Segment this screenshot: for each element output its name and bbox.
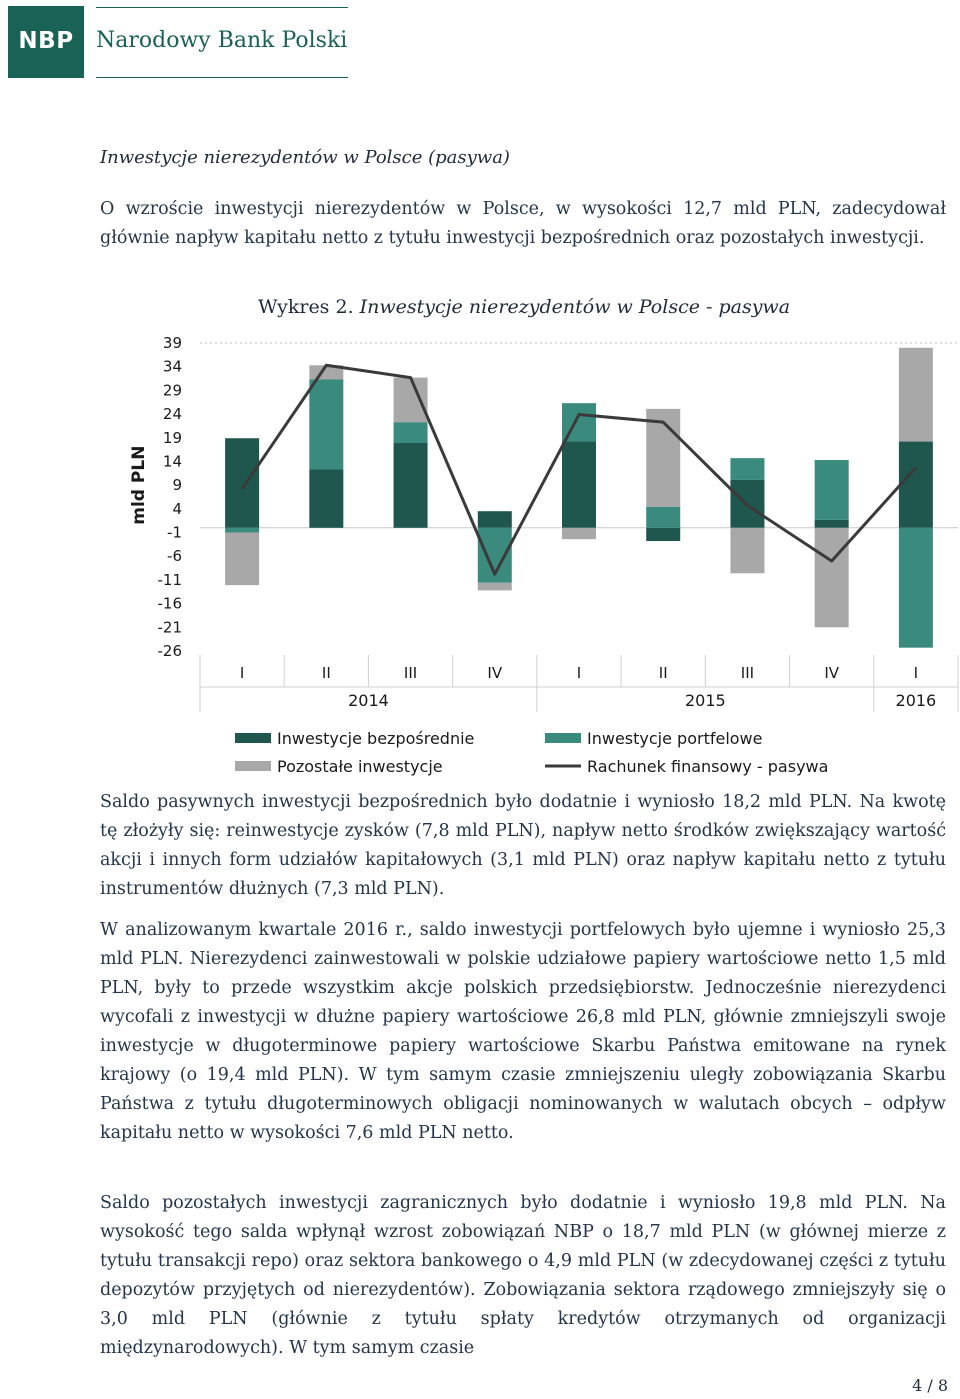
y-tick-label: 34 bbox=[162, 357, 182, 376]
header-rule-top bbox=[96, 7, 348, 8]
bar-segment bbox=[225, 528, 259, 533]
bar-segment bbox=[225, 438, 259, 528]
legend-label: Inwestycje portfelowe bbox=[587, 729, 763, 748]
bar-segment bbox=[646, 507, 680, 528]
year-label: 2014 bbox=[348, 691, 389, 710]
x-tick-label: IV bbox=[824, 664, 840, 682]
legend-swatch bbox=[235, 733, 271, 743]
y-tick-label: -16 bbox=[157, 594, 182, 613]
year-label: 2015 bbox=[684, 691, 726, 710]
y-tick-label: -6 bbox=[167, 547, 182, 566]
intro-paragraph: O wzroście inwestycji nierezydentów w Polsce, w wysokości 12,7 mld PLN, zadecydował głównie napływ kapitału netto z tytułu inwestycji bezpośrednich oraz pozostałych inwestycji. bbox=[100, 199, 946, 248]
bank-name: Narodowy Bank Polski bbox=[96, 28, 348, 53]
paragraph-direct-investment: Saldo pasywnych inwestycji bezpośrednich było dodatnie i wyniosło 18,2 mld PLN. Na kwotę tę złożyły się: reinwestycje zysków (7,8 mld PLN), napływ netto środków zwiększający wartość akcji i innych form udziałów kapitałowych (3,1 mld PLN) oraz napływ kapitału netto z tytułu instrumentów dłużnych (7,3 mld PLN). bbox=[100, 792, 946, 899]
x-tick-label: II bbox=[321, 664, 331, 682]
legend-label: Inwestycje bezpośrednie bbox=[277, 729, 475, 748]
legend-label: Rachunek finansowy - pasywa bbox=[587, 757, 829, 776]
x-tick-label: III bbox=[740, 664, 755, 682]
paragraph-portfolio-investment: W analizowanym kwartale 2016 r., saldo inwestycji portfelowych było ujemne i wyniosło 25,3 mld PLN. Nierezydenci zainwestowali w polskie udziałowe papiery wartościowe netto 1,5 mld PLN, były to przede wszystkim akcje polskich przedsiębiorstw. Jednocześnie nierezydenci wycofali z inwestycji w dłużne papiery wartościowe 26,8 mld PLN, głównie zmniejszyli swoje inwestycje w długoterminowe papiery wartościowe Skarbu Państwa emitowane na rynek krajowy (o 19,4 mld PLN). W tym samym czasie zmniejszeniu uległy zobowiązania Skarbu Państwa z tytułu długoterminowych obligacji nominowanych w walutach obcych – odpływ kapitału netto w wysokości 7,6 mld PLN netto. bbox=[100, 920, 946, 1143]
figure-caption: Inwestycje nierezydentów w Polsce - pasywa bbox=[359, 296, 791, 318]
bar-segment bbox=[899, 442, 933, 528]
bar-segment bbox=[394, 422, 428, 443]
bar-segment bbox=[815, 520, 849, 528]
y-tick-label: 4 bbox=[172, 499, 182, 518]
y-tick-label: -1 bbox=[167, 523, 182, 542]
x-tick-label: III bbox=[403, 664, 418, 682]
bar-segment bbox=[394, 443, 428, 528]
bar-segment bbox=[815, 528, 849, 628]
header-rule-bottom bbox=[96, 77, 348, 78]
bar-segment bbox=[225, 533, 259, 586]
y-tick-label: 9 bbox=[172, 476, 182, 495]
legend-swatch bbox=[235, 761, 271, 771]
legend-swatch bbox=[545, 733, 581, 743]
bar-segment bbox=[394, 378, 428, 423]
bar-segment bbox=[646, 528, 680, 541]
bar-segment bbox=[730, 458, 764, 480]
y-tick-label: 19 bbox=[162, 428, 182, 447]
bar-segment bbox=[478, 583, 512, 591]
y-tick-label: -26 bbox=[157, 642, 182, 660]
figure-title bbox=[258, 296, 790, 318]
y-axis-label: mld PLN bbox=[129, 445, 149, 525]
figure-label: Wykres 2. bbox=[258, 296, 354, 318]
y-tick-label: 14 bbox=[162, 452, 182, 471]
bar-segment bbox=[562, 442, 596, 528]
y-tick-label: 29 bbox=[162, 381, 182, 400]
y-tick-label: -11 bbox=[157, 570, 182, 589]
bar-segment bbox=[899, 348, 933, 442]
page-number: 4 / 8 bbox=[912, 1376, 948, 1395]
x-tick-label: I bbox=[239, 664, 245, 682]
y-tick-label: 39 bbox=[162, 334, 182, 352]
x-tick-label: I bbox=[913, 664, 919, 682]
bar-segment bbox=[730, 528, 764, 573]
paragraph-other-investment: Saldo pozostałych inwestycji zagranicznych było dodatnie i wyniosło 19,8 mld PLN. Na wysokość tego salda wpłynął wzrost zobowiązań NBP o 18,7 mld PLN (w głównej mierze z tytułu transakcji repo) oraz sektora bankowego o 4,9 mld PLN (w zdecydowanej części z tytułu depozytów przyjętych od nierezydentów). Zobowiązania sektora rządowego zmniejszyły się o 3,0 mld PLN (głównie z tytułu spłaty kredytów otrzymanych od organizacji międzynarodowych). W tym samym czasie bbox=[100, 1193, 946, 1358]
bar-segment bbox=[899, 528, 933, 648]
x-tick-label: II bbox=[658, 664, 668, 682]
bar-segment bbox=[815, 460, 849, 520]
bar-segment bbox=[309, 470, 343, 528]
x-tick-label: IV bbox=[487, 664, 503, 682]
y-tick-label: 24 bbox=[162, 405, 182, 424]
legend-label: Pozostałe inwestycje bbox=[277, 757, 443, 776]
y-tick-label: -21 bbox=[157, 618, 182, 637]
liabilities-chart bbox=[100, 330, 960, 785]
logo-text: NBP bbox=[18, 28, 74, 54]
bar-segment bbox=[309, 379, 343, 469]
bar-segment bbox=[562, 528, 596, 539]
year-label: 2016 bbox=[895, 691, 937, 710]
bar-segment bbox=[478, 511, 512, 528]
nbp-logo bbox=[8, 6, 84, 78]
x-tick-label: I bbox=[576, 664, 582, 682]
section-title: Inwestycje nierezydentów w Polsce (pasywa) bbox=[100, 147, 510, 168]
